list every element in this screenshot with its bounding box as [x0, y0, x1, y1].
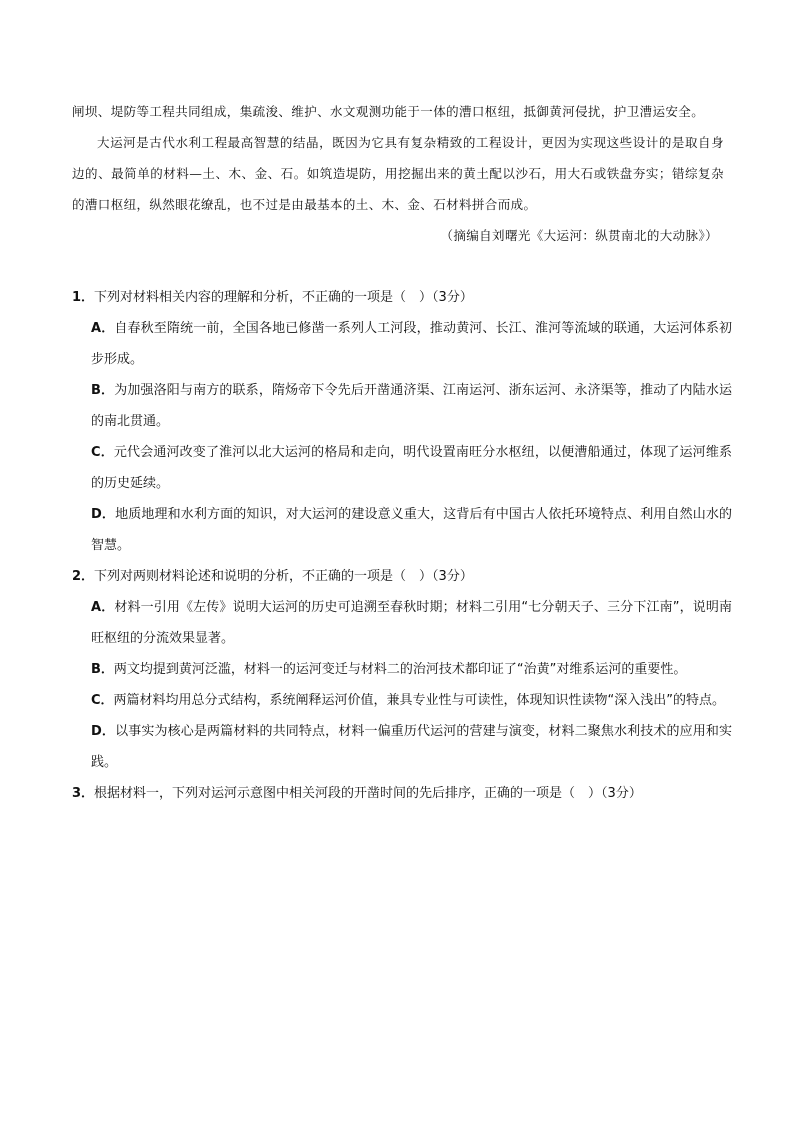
option-letter: D． — [91, 507, 116, 522]
question-text: 下列对材料相关内容的理解和分析，不正确的一项是（ ）（3分） — [94, 290, 473, 305]
option-letter: A． — [91, 600, 115, 615]
question-number: 1． — [72, 290, 95, 305]
option-text: 以事实为核心是两篇材料的共同特点，材料一偏重历代运河的营建与演变，材料二聚焦水利技术的应用和实践。 — [91, 724, 732, 770]
question-number: 3． — [72, 786, 95, 801]
option-text: 元代会通河改变了淮河以北大运河的格局和走向，明代设置南旺分水枢纽，以便漕船通过，体现了运河维系的历史延续。 — [91, 445, 732, 491]
passage-source: （摘编自刘曙光《大运河：纵贯南北的大动脉》） — [440, 228, 718, 243]
question-1 — [72, 282, 732, 561]
option-text: 为加强洛阳与南方的联系，隋炀帝下令先后开凿通济渠、江南运河、浙东运河、永济渠等，推动了内陆水运的南北贯通。 — [91, 383, 732, 429]
option-text: 材料一引用《左传》说明大运河的历史可追溯至春秋时期；材料二引用“七分朝天子、三分下江南”，说明南旺枢纽的分流效果显著。 — [91, 600, 732, 646]
question-stem — [72, 778, 732, 809]
option-letter: C． — [91, 445, 114, 460]
option-letter: B． — [91, 662, 114, 677]
question-2 — [72, 561, 732, 778]
option-a — [72, 313, 732, 375]
question-3 — [72, 778, 732, 809]
option-c — [72, 685, 732, 716]
question-text: 下列对两则材料论述和说明的分析，不正确的一项是（ ）（3分） — [94, 569, 473, 584]
question-stem — [72, 282, 732, 313]
option-letter: D． — [91, 724, 116, 739]
option-text: 两篇材料均用总分式结构，系统阐释运河价值，兼具专业性与可读性，体现知识性读物“深入浅出”的特点。 — [113, 693, 726, 708]
reading-passage — [72, 96, 724, 251]
option-letter: B． — [91, 383, 115, 398]
option-c — [72, 437, 732, 499]
question-stem — [72, 561, 732, 592]
option-d — [72, 499, 732, 561]
option-letter: C． — [91, 693, 114, 708]
question-list — [72, 282, 732, 809]
option-d — [72, 716, 732, 778]
option-b — [72, 375, 732, 437]
option-text: 自春秋至隋统一前，全国各地已修凿一系列人工河段，推动黄河、长江、淮河等流域的联通，大运河体系初步形成。 — [91, 321, 732, 367]
question-number: 2． — [72, 569, 95, 584]
option-text: 地质地理和水利方面的知识，对大运河的建设意义重大，这背后有中国古人依托环境特点、利用自然山水的智慧。 — [91, 507, 732, 553]
option-a — [72, 592, 732, 654]
option-b — [72, 654, 732, 685]
option-text: 两文均提到黄河泛滥，材料一的运河变迁与材料二的治河技术都印证了“治黄”对维系运河的重要性。 — [113, 662, 687, 677]
option-letter: A． — [91, 321, 115, 336]
passage-paragraph-1: 闸坝、堤防等工程共同组成，集疏浚、维护、水文观测功能于一体的漕口枢纽，抵御黄河侵扰，护卫漕运安全。 — [72, 104, 705, 119]
question-text: 根据材料一，下列对运河示意图中相关河段的开凿时间的先后排序，正确的一项是（ ）（3分） — [94, 786, 642, 801]
passage-paragraph-2: 大运河是古代水利工程最高智慧的结晶，既因为它具有复杂精致的工程设计，更因为实现这些设计的是取自身边的、最简单的材料—土、木、金、石。如筑造堤防，用挖掘出来的黄土配以沙石，用大石或铁盘夯实；错综复杂的漕口枢纽，纵然眼花缭乱，也不过是由最基本的土、木、金、石材料拼合而成。 — [72, 135, 724, 212]
